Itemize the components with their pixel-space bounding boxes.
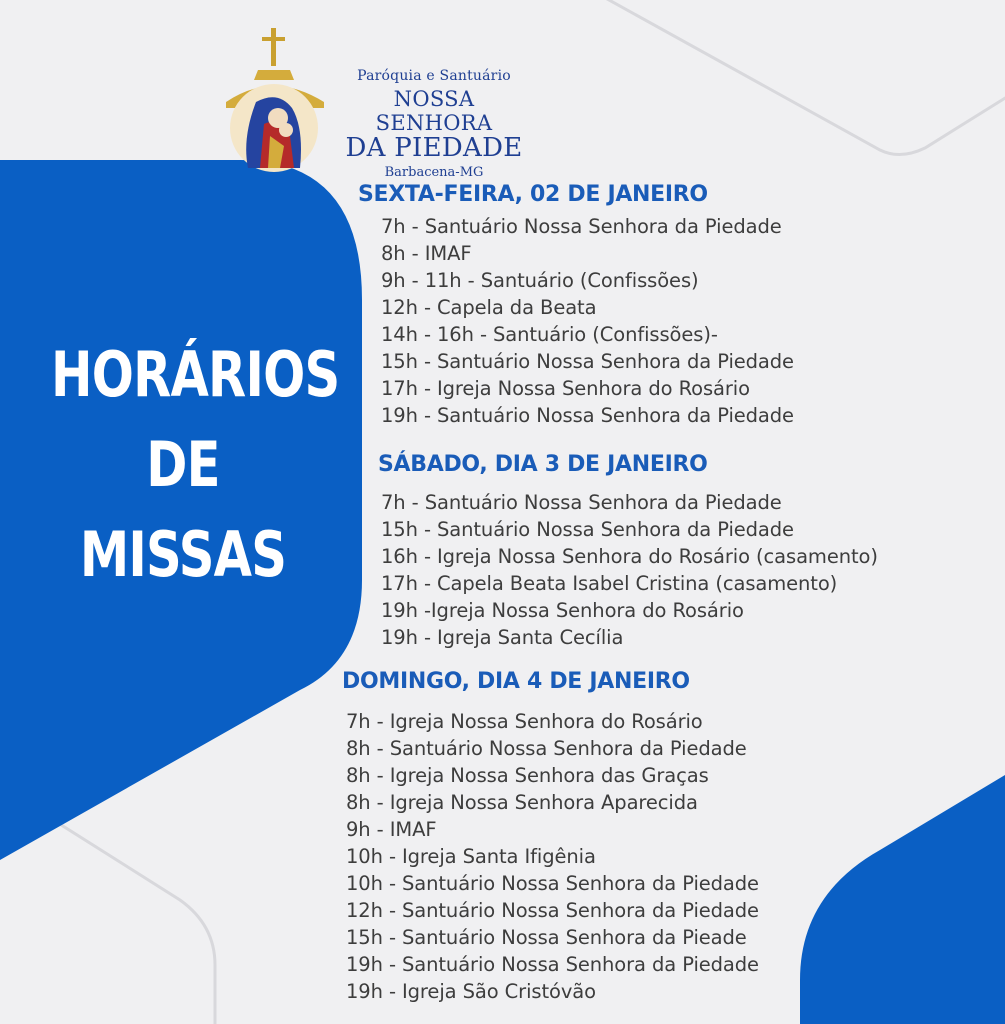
day-section-friday <box>358 182 794 429</box>
schedule-list <box>346 708 759 1005</box>
schedule-item: 19h - Santuário Nossa Senhora da Piedade <box>346 953 759 976</box>
schedule-item: 19h - Igreja Santa Cecília <box>381 626 624 649</box>
logo-name-line1: NOSSA SENHORA <box>375 87 493 135</box>
schedule-item: 17h - Igreja Nossa Senhora do Rosário <box>381 377 750 400</box>
day-heading: DOMINGO, DIA 4 DE JANEIRO <box>342 669 690 694</box>
corner-blue-shape <box>800 775 1005 1024</box>
schedule-item: 7h - Santuário Nossa Senhora da Piedade <box>381 215 782 238</box>
main-title <box>51 330 340 600</box>
schedule-item: 12h - Santuário Nossa Senhora da Piedade <box>346 899 759 922</box>
sanctuary-emblem-icon <box>220 28 332 173</box>
schedule-item: 9h - 11h - Santuário (Confissões) <box>381 269 699 292</box>
schedule-item: 8h - IMAF <box>381 242 472 265</box>
logo-name-line2: DA PIEDADE <box>345 133 523 163</box>
day-heading: SEXTA-FEIRA, 02 DE JANEIRO <box>358 182 708 207</box>
schedule-item: 16h - Igreja Nossa Senhora do Rosário (casamento) <box>381 545 878 568</box>
schedule-list <box>381 213 794 429</box>
title-line1: HORÁRIOS <box>51 338 340 411</box>
schedule-item: 8h - Santuário Nossa Senhora da Piedade <box>346 737 747 760</box>
title-line2: DE MISSAS <box>79 427 287 591</box>
logo-city: Barbacena-MG <box>384 165 484 180</box>
schedule-item: 7h - Igreja Nossa Senhora do Rosário <box>346 710 703 733</box>
schedule-item: 15h - Santuário Nossa Senhora da Piedade <box>381 350 794 373</box>
schedule-item: 17h - Capela Beata Isabel Cristina (casamento) <box>381 572 838 595</box>
schedule-item: 19h -Igreja Nossa Senhora do Rosário <box>381 599 744 622</box>
schedule-item: 12h - Capela da Beata <box>381 296 597 319</box>
schedule-item: 8h - Igreja Nossa Senhora das Graças <box>346 764 709 787</box>
day-section-saturday <box>378 452 878 651</box>
parish-logo <box>220 28 540 180</box>
schedule-item: 15h - Santuário Nossa Senhora da Piedade <box>381 518 794 541</box>
schedule-item: 10h - Igreja Santa Ifigênia <box>346 845 596 868</box>
day-section-sunday <box>342 669 759 1005</box>
schedule-item: 19h - Igreja São Cristóvão <box>346 980 596 1003</box>
schedule-item: 9h - IMAF <box>346 818 437 841</box>
schedule-item: 15h - Santuário Nossa Senhora da Pieade <box>346 926 747 949</box>
day-heading: SÁBADO, DIA 3 DE JANEIRO <box>378 452 708 477</box>
schedule-item: 19h - Santuário Nossa Senhora da Piedade <box>381 404 794 427</box>
schedule-list <box>381 489 878 651</box>
logo-parish-label: Paróquia e Santuário <box>357 68 511 84</box>
schedule-item: 7h - Santuário Nossa Senhora da Piedade <box>381 491 782 514</box>
schedule-item: 10h - Santuário Nossa Senhora da Piedade <box>346 872 759 895</box>
schedule-item: 14h - 16h - Santuário (Confissões)- <box>381 323 718 346</box>
schedule-item: 8h - Igreja Nossa Senhora Aparecida <box>346 791 698 814</box>
